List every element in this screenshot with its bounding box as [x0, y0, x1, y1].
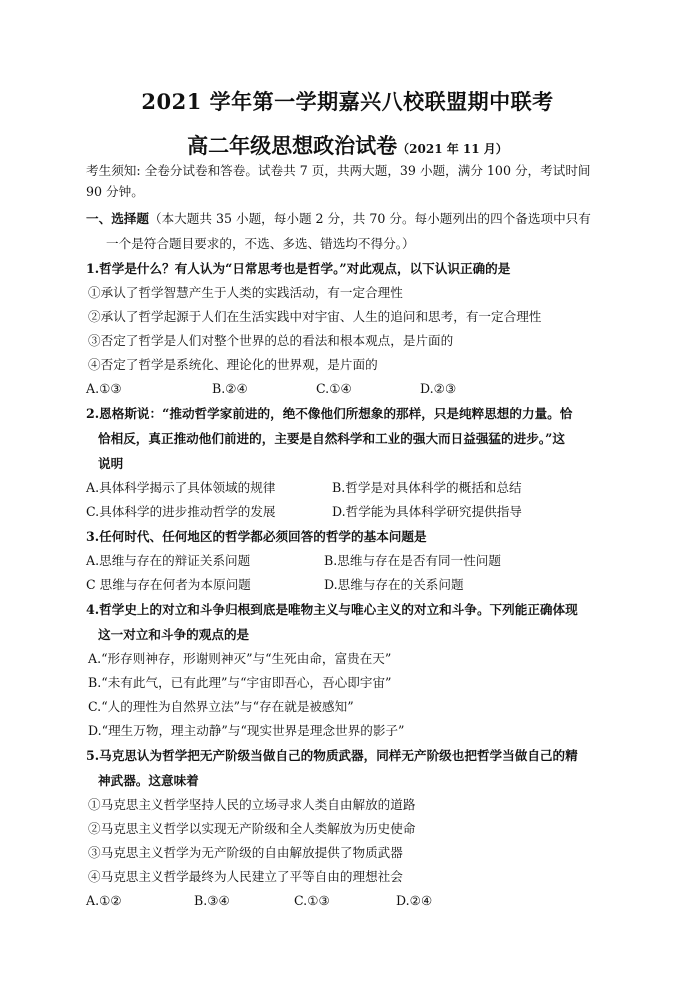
choice-b: B.思维与存在是否有同一性问题 — [324, 553, 501, 568]
choice-c: C 思维与存在何者为本原问题 — [86, 577, 251, 592]
question-2 — [86, 401, 626, 524]
statement-item: ④马克思主义哲学最终为人民建立了平等自由的理想社会 — [88, 869, 403, 884]
section-title: 一、选择题 — [86, 211, 149, 226]
question-stem — [86, 597, 626, 647]
choice-a: A.思维与存在的辩证关系问题 — [86, 553, 251, 568]
stem-line: 神武器。这意味着 — [98, 773, 199, 788]
choice-c: C.具体科学的进步推动哲学的发展 — [86, 504, 276, 519]
question-stem — [86, 401, 626, 476]
statement-item: ②马克思主义哲学以实现无产阶级和全人类解放为历史使命 — [88, 821, 416, 836]
notice-line-2: 90 分钟。 — [86, 184, 144, 199]
answer-choices-row — [86, 476, 626, 500]
statement-item: ①承认了哲学智慧产生于人类的实践活动，有一定合理性 — [88, 285, 403, 300]
question-stem — [86, 743, 626, 793]
choice-d: D.②③ — [420, 381, 457, 396]
exam-notice — [86, 160, 626, 202]
subtitle-date: （2021 年 11 月） — [397, 142, 508, 156]
answer-choices-row — [86, 549, 626, 573]
answer-choices-row — [86, 573, 626, 597]
stem-line: 2.恩格斯说：“推动哲学家前进的，绝不像他们所想象的那样，只是纯粹思想的力量。恰 — [86, 406, 573, 421]
choice-a: A.①③ — [86, 381, 122, 396]
question-stem — [86, 524, 626, 549]
choice-c: C.①④ — [316, 381, 352, 396]
section-desc-2: 一个是符合题目要求的，不选、多选、错选均不得分。） — [106, 236, 415, 251]
section-desc-1: （本大题共 35 小题，每小题 2 分，共 70 分。每小题列出的四个备选项中只有 — [148, 211, 591, 226]
choice-a: A.“形存则神存，形谢则神灭”与“生死由命，富贵在天” — [88, 651, 392, 666]
choice-b: B.哲学是对具体科学的概括和总结 — [332, 480, 522, 495]
stem-line: 1.哲学是什么？有人认为“日常思考也是哲学。”对此观点，以下认识正确的是 — [86, 261, 511, 276]
choice-d: D.哲学能为具体科学研究提供指导 — [332, 504, 522, 519]
stem-line: 恰相反，真正推动他们前进的，主要是自然科学和工业的强大而日益强猛的进步。”这 — [98, 431, 565, 446]
choice-d: D.思维与存在的关系问题 — [324, 577, 464, 592]
stem-line: 说明 — [98, 456, 124, 471]
stem-line: 3.任何时代、任何地区的哲学都必须回答的哲学的基本问题是 — [86, 529, 427, 544]
exam-body — [86, 160, 626, 913]
choice-a: A.具体科学揭示了具体领域的规律 — [86, 480, 276, 495]
choice-c: C.①③ — [294, 893, 330, 908]
choice-d: D.②④ — [396, 893, 433, 908]
stem-line: 5.马克思认为哲学把无产阶级当做自己的物质武器，同样无产阶级也把哲学当做自己的精 — [86, 748, 578, 763]
stem-line: 这一对立和斗争的观点的是 — [98, 627, 250, 642]
statement-item: ③否定了哲学是人们对整个世界的总的看法和根本观点，是片面的 — [88, 333, 454, 348]
stem-line: 4.哲学史上的对立和斗争归根到底是唯物主义与唯心主义的对立和斗争。下列能正确体现 — [86, 602, 578, 617]
answer-choices — [86, 377, 626, 401]
exam-title: 2021 学年第一学期嘉兴八校联盟期中联考 — [141, 89, 554, 114]
question-stem — [86, 256, 626, 281]
notice-line-1: 考生须知: 全卷分试卷和答卷。试卷共 7 页，共两大题，39 小题，满分 100 分，考试时间 — [86, 163, 591, 178]
statement-item: ②承认了哲学起源于人们在生活实践中对宇宙、人生的追问和思考，有一定合理性 — [88, 309, 542, 324]
subtitle-text: 高二年级思想政治试卷 — [187, 133, 398, 158]
choice-b: B.“未有此气，已有此理”与“宇宙即吾心，吾心即宇宙” — [88, 675, 392, 690]
question-1 — [86, 256, 626, 401]
section-header — [86, 206, 626, 256]
question-5 — [86, 743, 626, 913]
statement-item: ④否定了哲学是系统化、理论化的世界观，是片面的 — [88, 357, 378, 372]
question-3 — [86, 524, 626, 597]
answer-choices — [86, 889, 626, 913]
choice-a: A.①② — [86, 893, 122, 908]
choice-b: B.②④ — [212, 381, 248, 396]
statement-item: ①马克思主义哲学坚持人民的立场寻求人类自由解放的道路 — [88, 797, 416, 812]
exam-subtitle — [0, 130, 695, 160]
choice-d: D.“理生万物，理主动静”与“现实世界是理念世界的影子” — [88, 723, 405, 738]
choice-c: C.“人的理性为自然界立法”与“存在就是被感知” — [88, 699, 354, 714]
statement-item: ③马克思主义哲学为无产阶级的自由解放提供了物质武器 — [88, 845, 403, 860]
answer-choices-row — [86, 500, 626, 524]
question-4 — [86, 597, 626, 743]
choice-b: B.③④ — [194, 893, 230, 908]
